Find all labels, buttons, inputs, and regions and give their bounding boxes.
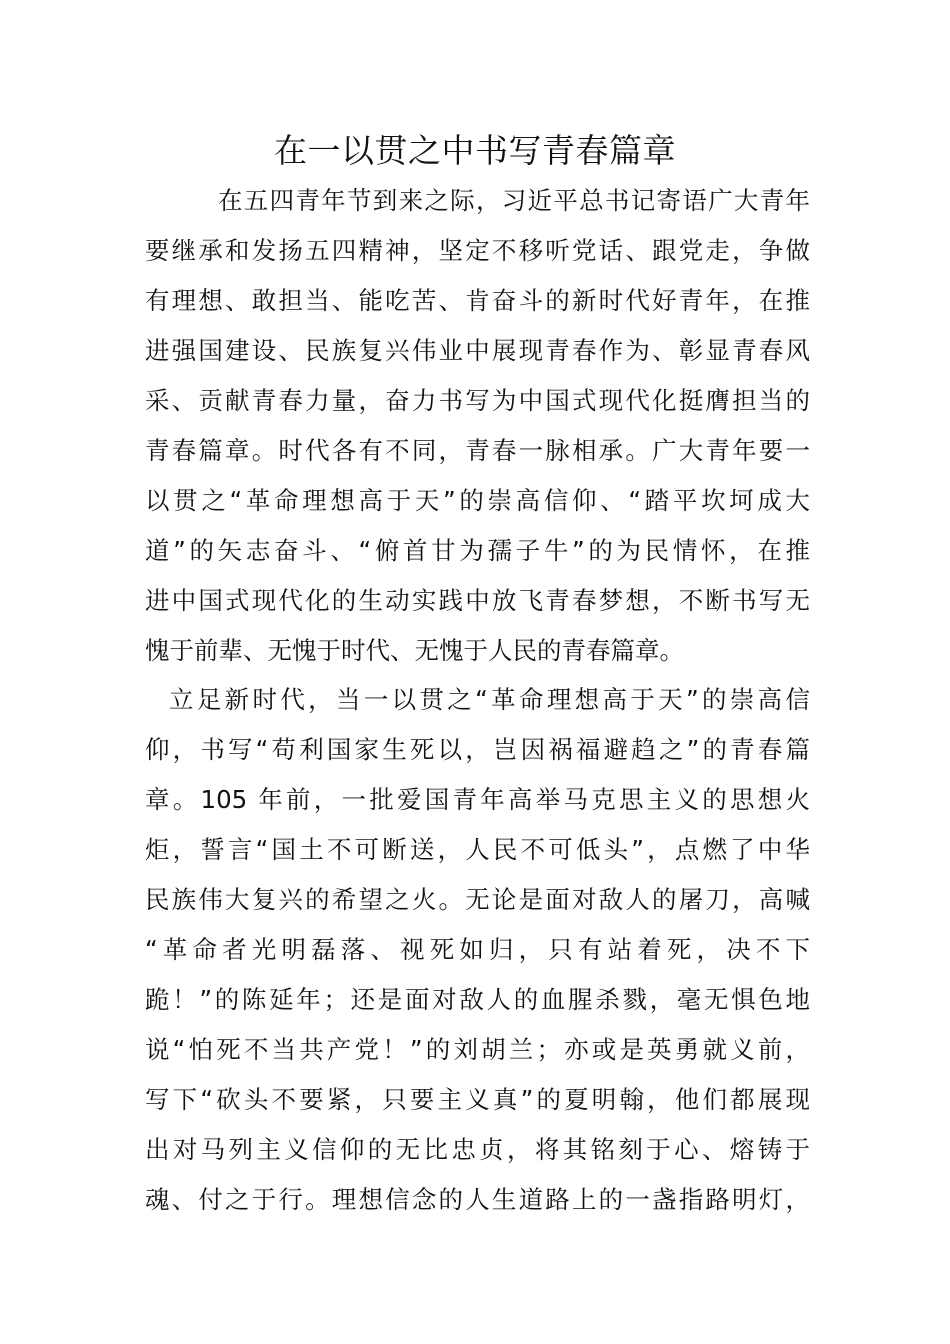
paragraph-2-line-11: 魂、付之于行。理想信念的人生道路上的一盏指路明灯， xyxy=(145,1185,810,1214)
paragraph-2-line-3: 章。105 年前，一批爱国青年高举马克思主义的思想火 xyxy=(145,785,810,814)
document-title: 在一以贯之中书写青春篇章 xyxy=(274,131,676,170)
paragraph-1-line-8: 道”的矢志奋斗、“俯首甘为孺子牛”的为民情怀，在推 xyxy=(145,536,810,565)
paragraph-1-line-3: 有理想、敢担当、能吃苦、肯奋斗的新时代好青年，在推 xyxy=(145,286,810,315)
paragraph-2-line-10: 出对马列主义信仰的无比忠贞，将其铭刻于心、熔铸于 xyxy=(145,1135,810,1164)
paragraph-1-line-10: 愧于前辈、无愧于时代、无愧于人民的青春篇章。 xyxy=(145,636,684,665)
paragraph-1-line-4: 进强国建设、民族复兴伟业中展现青春作为、彰显青春风 xyxy=(145,336,810,365)
paragraph-1-line-7: 以贯之“革命理想高于天”的崇高信仰、“踏平坎坷成大 xyxy=(145,486,810,515)
paragraph-2-line-5: 民族伟大复兴的希望之火。无论是面对敌人的屠刀，高喊 xyxy=(145,885,810,914)
paragraph-2-line-6: “革命者光明磊落、视死如归，只有站着死，决不下 xyxy=(145,935,810,964)
paragraph-2-line-7: 跪！”的陈延年；还是面对敌人的血腥杀戮，毫无惧色地 xyxy=(145,985,810,1014)
paragraph-1-line-6: 青春篇章。时代各有不同，青春一脉相承。广大青年要一 xyxy=(145,436,810,465)
paragraph-1-line-2: 要继承和发扬五四精神，坚定不移听党话、跟党走，争做 xyxy=(145,236,810,265)
paragraph-2-line-4: 炬，誓言“国土不可断送，人民不可低头”，点燃了中华 xyxy=(145,835,810,864)
paragraph-1-line-5: 采、贡献青春力量，奋力书写为中国式现代化挺膺担当的 xyxy=(145,386,810,415)
paragraph-1-line-9: 进中国式现代化的生动实践中放飞青春梦想，不断书写无 xyxy=(145,586,810,615)
paragraph-1-line-1: 在五四青年节到来之际，习近平总书记寄语广大青年 xyxy=(218,186,810,215)
paragraph-2-line-9: 写下“砍头不要紧，只要主义真”的夏明翰，他们都展现 xyxy=(145,1085,810,1114)
paragraph-2-line-2: 仰，书写“苟利国家生死以，岂因祸福避趋之”的青春篇 xyxy=(145,735,810,764)
paragraph-2-line-1: 立足新时代，当一以贯之“革命理想高于天”的崇高信 xyxy=(169,685,810,714)
paragraph-2-line-8: 说“怕死不当共产党！”的刘胡兰；亦或是英勇就义前， xyxy=(145,1035,810,1064)
